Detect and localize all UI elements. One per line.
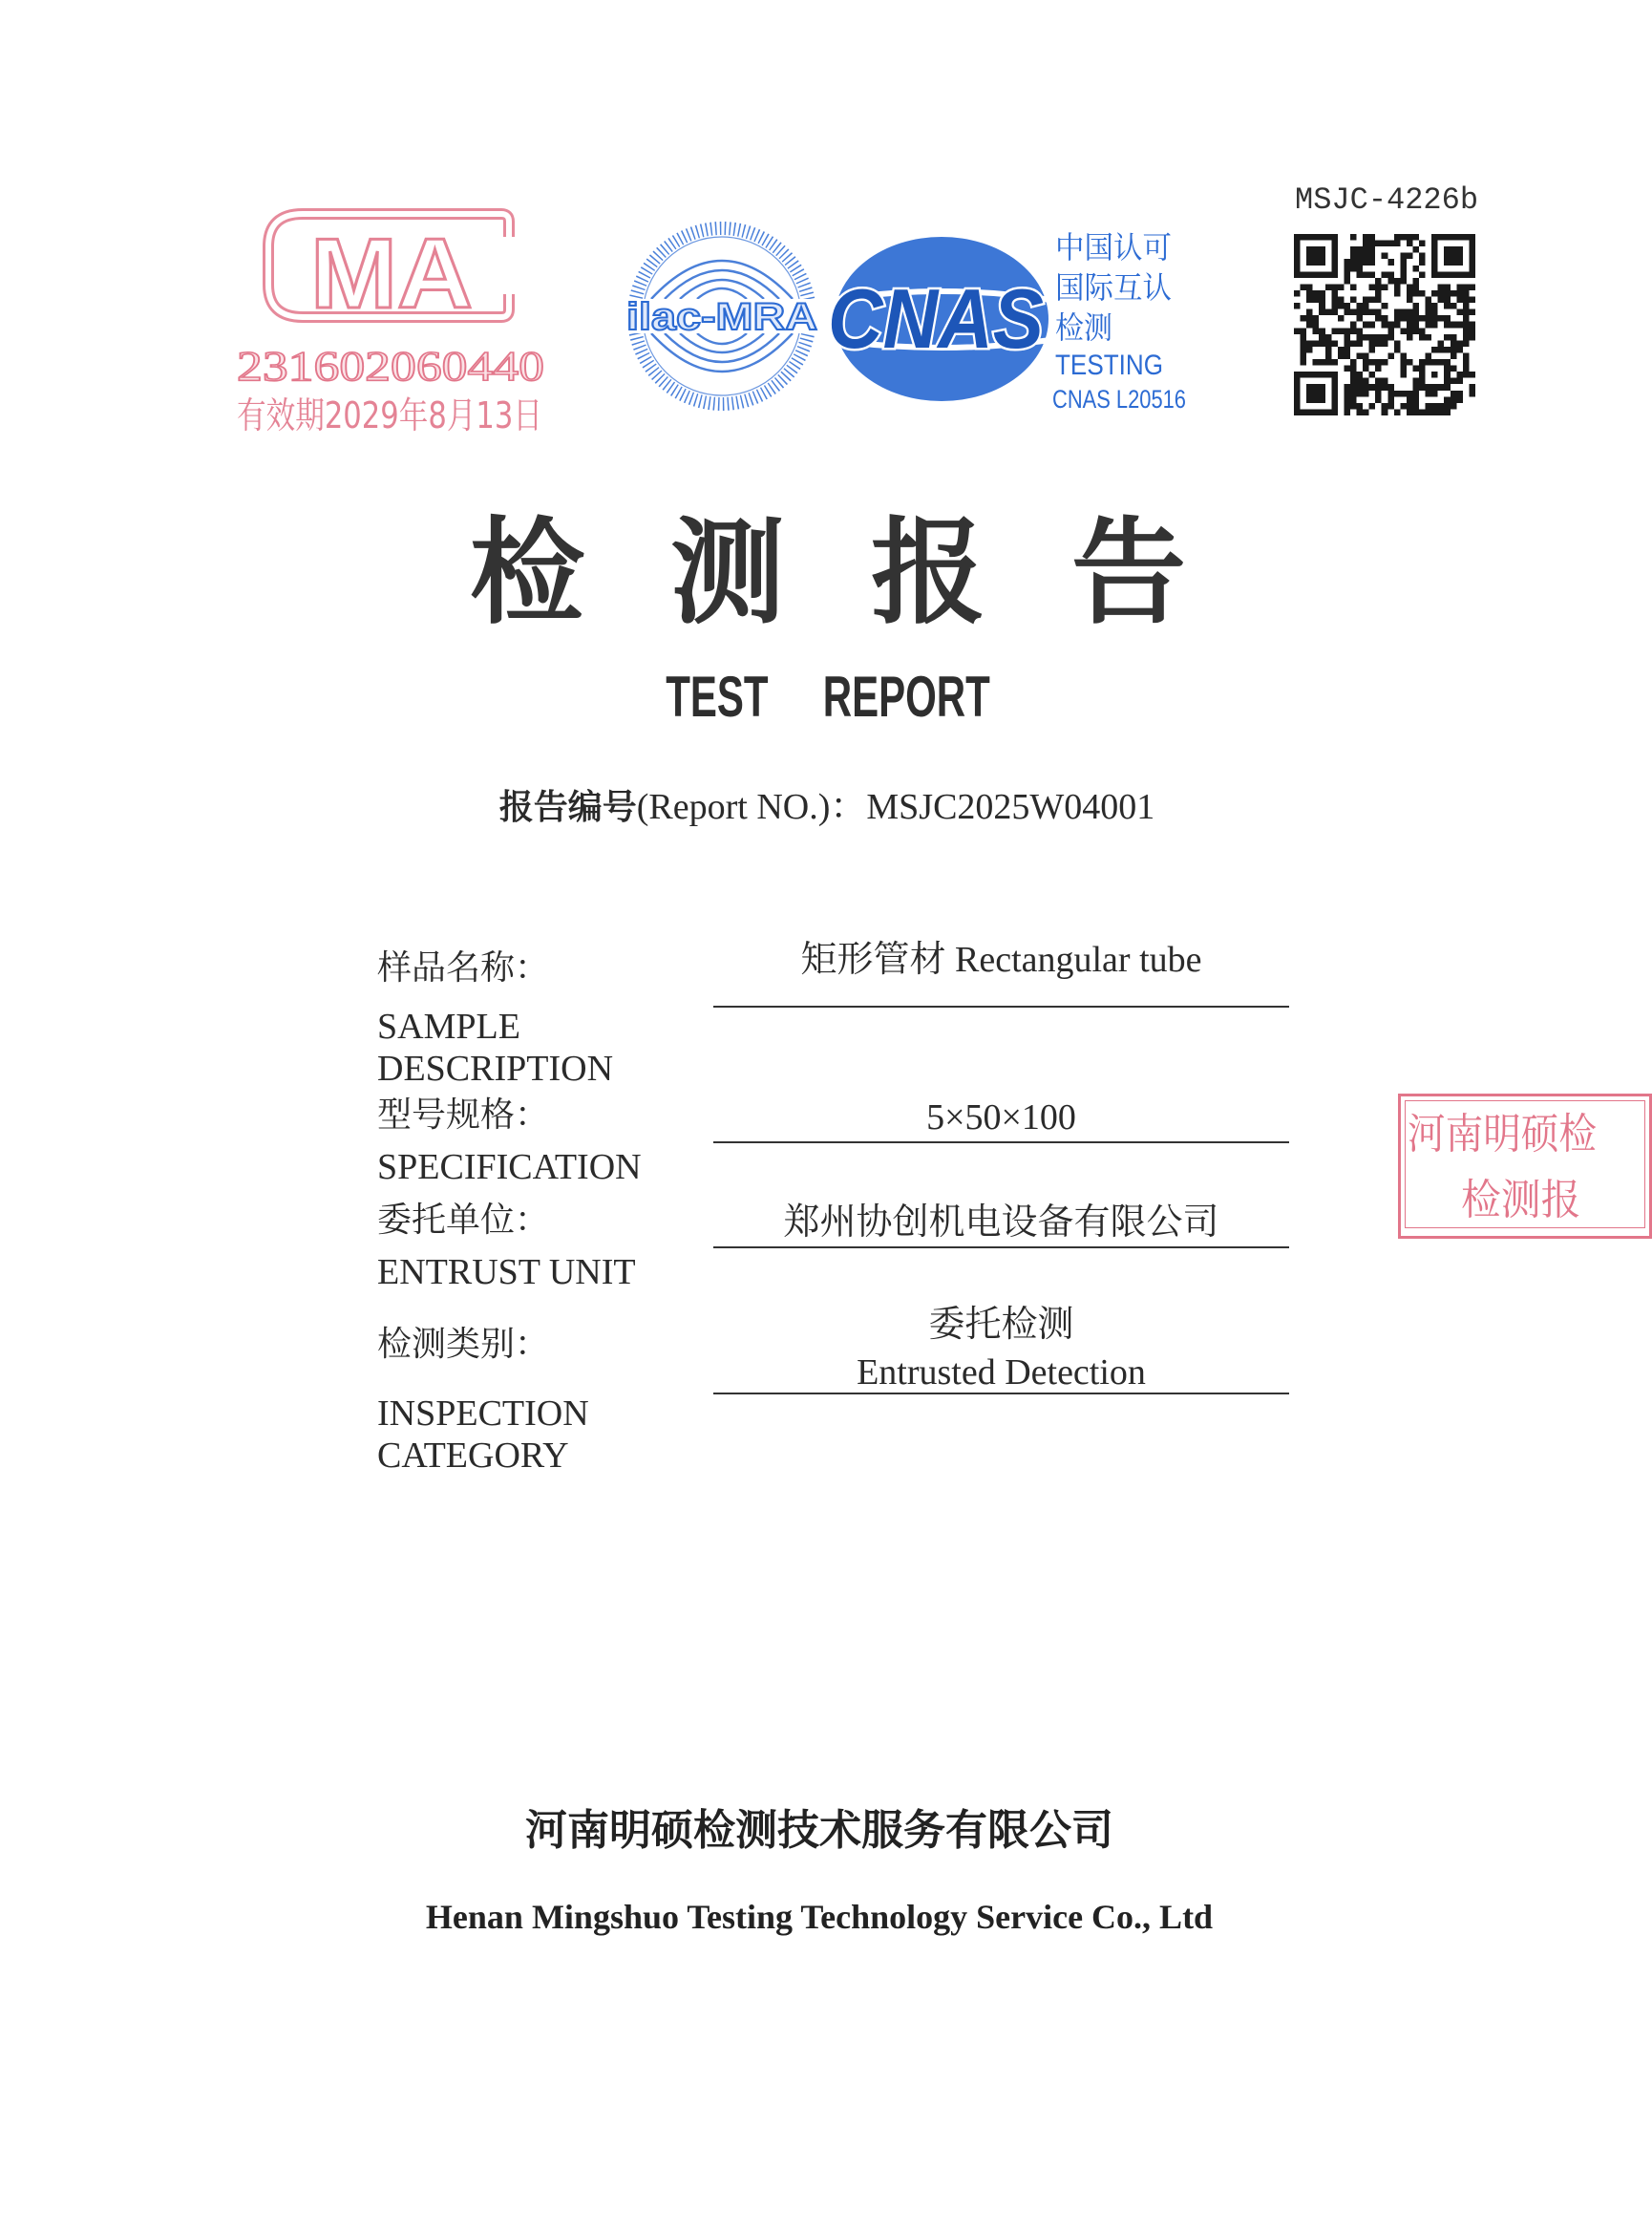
cnas-logo [819,233,1058,405]
cnas-logo-text: CNAS [828,271,1044,366]
qr-code-icon [1294,234,1475,415]
cnas-line-testing-zh: 检测 [1055,309,1112,346]
cma-logo-text: MA [310,219,473,330]
field-label-sample-en: SAMPLE DESCRIPTION [377,1007,614,1089]
field-value-entrust: 郑州协创机电设备有限公司 [783,1202,1219,1243]
ilac-mra-logo [623,217,821,415]
cnas-accreditation-text [1050,225,1194,416]
report-number-value: MSJC2025W04001 [866,787,1155,827]
field-label-spec-zh: 型号规格： [377,1095,550,1135]
page-title-zh: 检 测 报 告 [470,505,1186,640]
company-seal-stamp [1396,1092,1597,1239]
field-underline-sample [713,1006,1289,1008]
field-label-spec-en: SPECIFICATION [377,1147,642,1187]
cma-stamp [234,208,549,437]
report-number-label-zh: 报告编号 [498,788,637,827]
report-number [445,785,1209,830]
cma-cert-number: 231602060440 [237,343,544,390]
field-underline-spec [713,1141,1289,1143]
field-label-entrust-zh: 委托单位： [377,1201,550,1240]
cma-logo [268,214,509,330]
field-underline-entrust [713,1246,1289,1248]
cnas-line-registration: CNAS L20516 [1052,385,1186,414]
footer-company-zh: 河南明硕检测技术服务有限公司 [525,1806,1113,1855]
field-value-category-en: Entrusted Detection [857,1352,1146,1393]
cnas-line-china-accredited: 中国认可 [1055,229,1172,266]
ilac-logo-text: ilac-MRA [626,296,817,338]
field-value-spec: 5×50×100 [926,1097,1076,1138]
seal-line-2: 检测报 [1461,1176,1581,1224]
cnas-line-testing-en: TESTING [1055,350,1163,381]
report-number-label-en: (Report NO.)： [636,787,867,827]
document-code: MSJC-4226b [1295,182,1479,218]
field-label-sample-zh: 样品名称： [377,948,550,988]
field-value-category-zh: 委托检测 [928,1305,1074,1345]
field-value-sample: 矩形管材 Rectangular tube [800,940,1202,980]
footer-company-en: Henan Mingshuo Testing Technology Service Co., Ltd [425,1898,1214,1936]
field-label-category-en: INSPECTION CATEGORY [377,1393,589,1476]
page-title-en: TEST REPORT [666,665,990,729]
cma-validity-date: 有效期2029年8月13日 [237,394,542,436]
field-underline-category [713,1393,1289,1394]
field-label-entrust-en: ENTRUST UNIT [377,1252,636,1292]
field-label-category-zh: 检测类别： [377,1325,550,1364]
seal-line-1: 河南明硕检 [1408,1110,1597,1159]
cnas-line-mutual-recognition: 国际互认 [1055,269,1172,306]
